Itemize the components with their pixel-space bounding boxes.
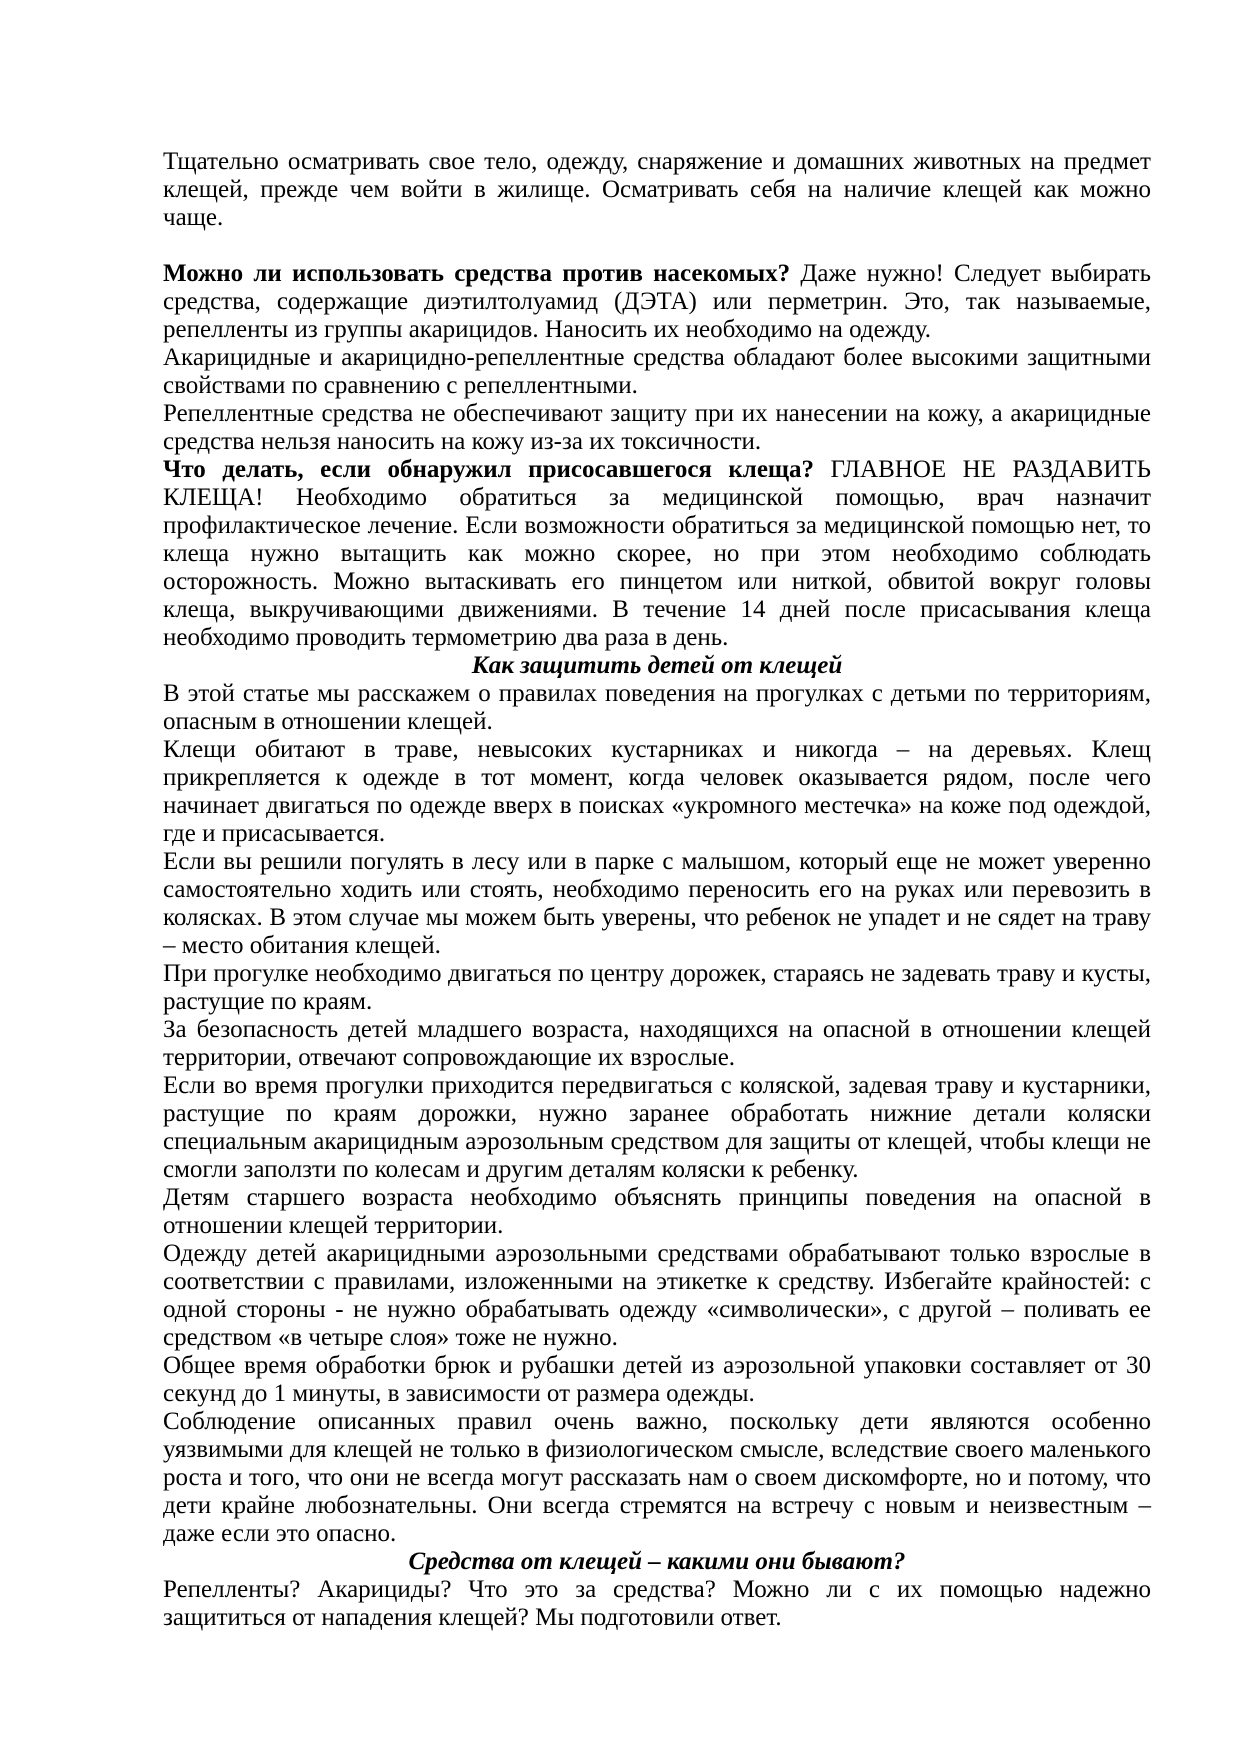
- paragraph-bold-lead: Что делать, если обнаружил присосавшегося клеща?: [163, 456, 815, 483]
- paragraph-older-children-rules: Детям старшего возраста необходимо объяснять принципы поведения на опасной в отношении клещей территории.: [163, 1184, 1151, 1239]
- paragraph-what-to-do-tick-attached: [163, 456, 1151, 652]
- paragraph-text: ГЛАВНОЕ НЕ РАЗДАВИТЬ КЛЕЩА! Необходимо обратиться за медицинской помощью, врач назначит профилактическое лечение. Если возможности обратиться за медицинской помощью нет, то клеща нужно вытащить как можно скорее, но при этом необходимо соблюдать осторожность. Можно вытаскивать его пинцетом или ниткой, обвитой вокруг головы клеща, выкручивающими движениями. В течение 14 дней после присасывания клеща необходимо проводить термометрию два раза в день.: [163, 456, 1152, 651]
- paragraph-walking-with-toddler: Если вы решили погулять в лесу или в парке с малышом, который еще не может уверенно самостоятельно ходить или стоять, необходимо переносить его на руках или перевозить в колясках. В этом случае мы можем быть уверены, что ребенок не упадет и не сядет на траву – место обитания клещей.: [163, 848, 1151, 959]
- paragraph-why-rules-matter: Соблюдение описанных правил очень важно, поскольку дети являются особенно уязвимыми для клещей не только в физиологическом смысле, вследствие своего маленького роста и того, что они не всегда могут рассказать нам о своем дискомфорте, но и потому, что дети крайне любознательны. Они всегда стремятся на встречу с новым и неизвестным – даже если это опасно.: [163, 1408, 1151, 1547]
- paragraph-treatment-duration: Общее время обработки брюк и рубашки детей из аэрозольной упаковки составляет от 30 секунд до 1 минуты, в зависимости от размера одежды.: [163, 1352, 1151, 1407]
- section-heading-protect-children: Как защитить детей от клещей: [471, 652, 843, 679]
- paragraph-adults-responsibility: За безопасность детей младшего возраста, находящихся на опасной в отношении клещей территории, отвечают сопровождающие их взрослые.: [163, 1016, 1151, 1071]
- paragraph-remedies-intro: Репелленты? Акарициды? Что это за средства? Можно ли с их помощью надежно защититься от нападения клещей? Мы подготовили ответ.: [163, 1576, 1151, 1631]
- paragraph-text: Даже нужно! Следует выбирать средства, содержащие диэтилтолуамид (ДЭТА) или перметрин. Это, так называемые, репелленты из группы акарицидов. Наносить их необходимо на одежду.: [163, 260, 1151, 343]
- paragraph-acaricidal-properties: Акарицидные и акарицидно-репеллентные средства обладают более высокими защитными свойствами по сравнению с репеллентными.: [163, 344, 1151, 399]
- blank-line: [163, 232, 1151, 260]
- paragraph-stroller-treatment: Если во время прогулки приходится передвигаться с коляской, задевая траву и кустарники, растущие по краям дорожки, нужно заранее обработать нижние детали коляски специальным акарицидным аэрозольным средством для защиты от клещей, чтобы клещи не смогли заползти по колесам и другим деталям коляски к ребенку.: [163, 1072, 1151, 1183]
- paragraph-can-use-repellents: [163, 260, 1151, 344]
- paragraph-ticks-habitat: Клещи обитают в траве, невысоких кустарниках и никогда – на деревьях. Клещ прикрепляется к одежде в тот момент, когда человек оказывается рядом, после чего начинает двигаться по одежде вверх в поисках «укромного местечка» на коже под одеждой, где и присасывается.: [163, 736, 1151, 847]
- paragraph-article-intro: В этой статье мы расскажем о правилах поведения на прогулках с детьми по территориям, опасным в отношении клещей.: [163, 680, 1151, 735]
- paragraph-repellent-skin-warning: Репеллентные средства не обеспечивают защиту при их нанесении на кожу, а акарицидные средства нельзя наносить на кожу из-за их токсичности.: [163, 400, 1151, 455]
- paragraph-clothing-treatment-by-adults: Одежду детей акарицидными аэрозольными средствами обрабатывают только взрослые в соответствии с правилами, изложенными на этикетке к средству. Избегайте крайностей: с одной стороны - не нужно обрабатывать одежду «символически», с другой – поливать ее средством «в четыре слоя» тоже не нужно.: [163, 1240, 1151, 1351]
- paragraph-walk-center-of-paths: При прогулке необходимо двигаться по центру дорожек, стараясь не задевать траву и кусты, растущие по краям.: [163, 960, 1151, 1015]
- paragraph-bold-lead: Можно ли использовать средства против насекомых?: [163, 260, 791, 287]
- paragraph-inspect-body: Тщательно осматривать свое тело, одежду, снаряжение и домашних животных на предмет клещей, прежде чем войти в жилище. Осматривать себя на наличие клещей как можно чаще.: [163, 148, 1151, 231]
- section-heading-tick-remedies: Средства от клещей – какими они бывают?: [408, 1548, 906, 1575]
